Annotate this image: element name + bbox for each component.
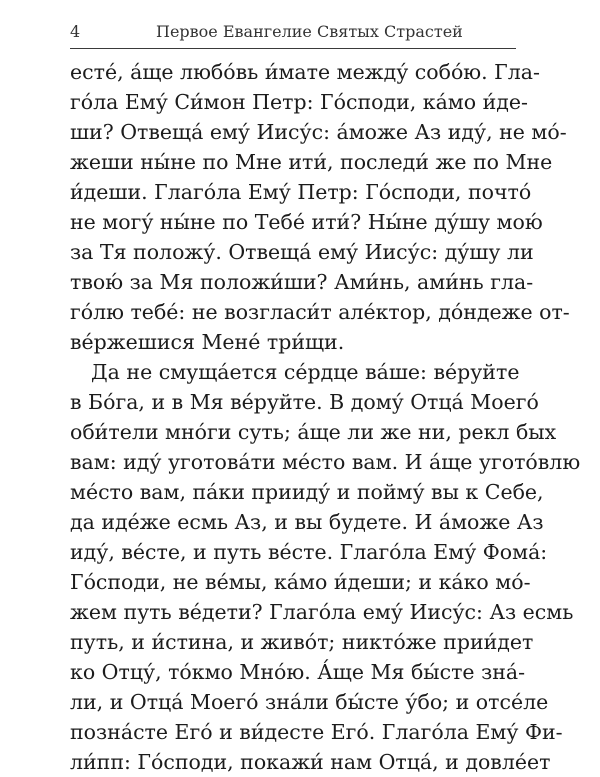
page-number: 4 <box>70 22 81 41</box>
text-line: ко Отцу́, то́кмо Мно́ю. А́ще Мя бы́сте зна́- <box>70 660 526 684</box>
text-line: ли, и Отца́ Моего́ зна́ли бы́сте у́бо; и отсе́ле <box>70 690 549 714</box>
text-line: иду́, ве́сте, и путь ве́сте. Глаго́ла Ему́ Фома́: <box>70 540 548 564</box>
text-line: ли́пп: Го́споди, покажи́ нам Отца́, и довле́ет <box>70 750 551 774</box>
text-line: го́ла Ему́ Си́мон Петр: Го́споди, ка́мо и́де- <box>70 90 528 114</box>
text-line: жем путь ве́дети? Глаго́ла ему́ Иису́с: Аз есмь <box>70 600 574 624</box>
text-line: и́деши. Глаго́ла Ему́ Петр: Го́споди, почто́ <box>70 180 532 204</box>
paragraph <box>70 57 570 357</box>
body-text <box>70 57 581 777</box>
running-title: Первое Евангелие Святых Страстей <box>156 22 463 41</box>
text-line: Да не смуща́ется се́рдце ва́ше: ве́руйте <box>91 360 520 384</box>
text-line: не могу́ ны́не по Тебе́ ити́? Ны́не ду́шу мою́ <box>70 210 543 234</box>
text-line: вам: иду́ уготова́ти ме́сто вам. И а́ще угото́влю <box>70 450 581 474</box>
book-page <box>70 22 581 777</box>
text-line: есте́, а́ще любо́вь и́мате между́ собо́ю. Гла- <box>70 60 540 84</box>
text-line: путь, и и́стина, и живо́т; никто́же прии́дет <box>70 630 534 654</box>
text-line: ши? Отвеща́ ему́ Иису́с: а́може Аз иду́, не мо́- <box>70 120 567 144</box>
text-line: твою́ за Мя положи́ши? Ами́нь, ами́нь гла- <box>70 270 534 294</box>
page-header <box>70 22 516 49</box>
text-line: позна́сте Его́ и ви́десте Его́. Глаго́ла Ему́ Фи- <box>70 720 563 744</box>
text-line: ве́ржешися Мене́ три́щи. <box>70 330 345 354</box>
text-line: в Бо́га, и в Мя ве́руйте. В дому́ Отца́ Моего́ <box>70 390 539 414</box>
paragraph <box>70 357 581 777</box>
text-line: оби́тели мно́ги суть; а́ще ли же ни, рекл бых <box>70 420 557 444</box>
text-line: да иде́же есмь Аз, и вы будете. И а́може Аз <box>70 510 544 534</box>
text-line: ме́сто вам, па́ки прииду́ и пойму́ вы к Себе, <box>70 480 544 504</box>
text-line: жеши ны́не по Мне ити́, последи́ же по Мне <box>70 150 553 174</box>
text-line: за Тя положу́. Отвеща́ ему́ Иису́с: ду́шу ли <box>70 240 534 264</box>
text-line: го́лю тебе́: не возгласи́т але́ктор, до́ндеже от- <box>70 300 570 324</box>
text-line: Го́споди, не ве́мы, ка́мо и́деши; и ка́ко мо́- <box>70 570 531 594</box>
